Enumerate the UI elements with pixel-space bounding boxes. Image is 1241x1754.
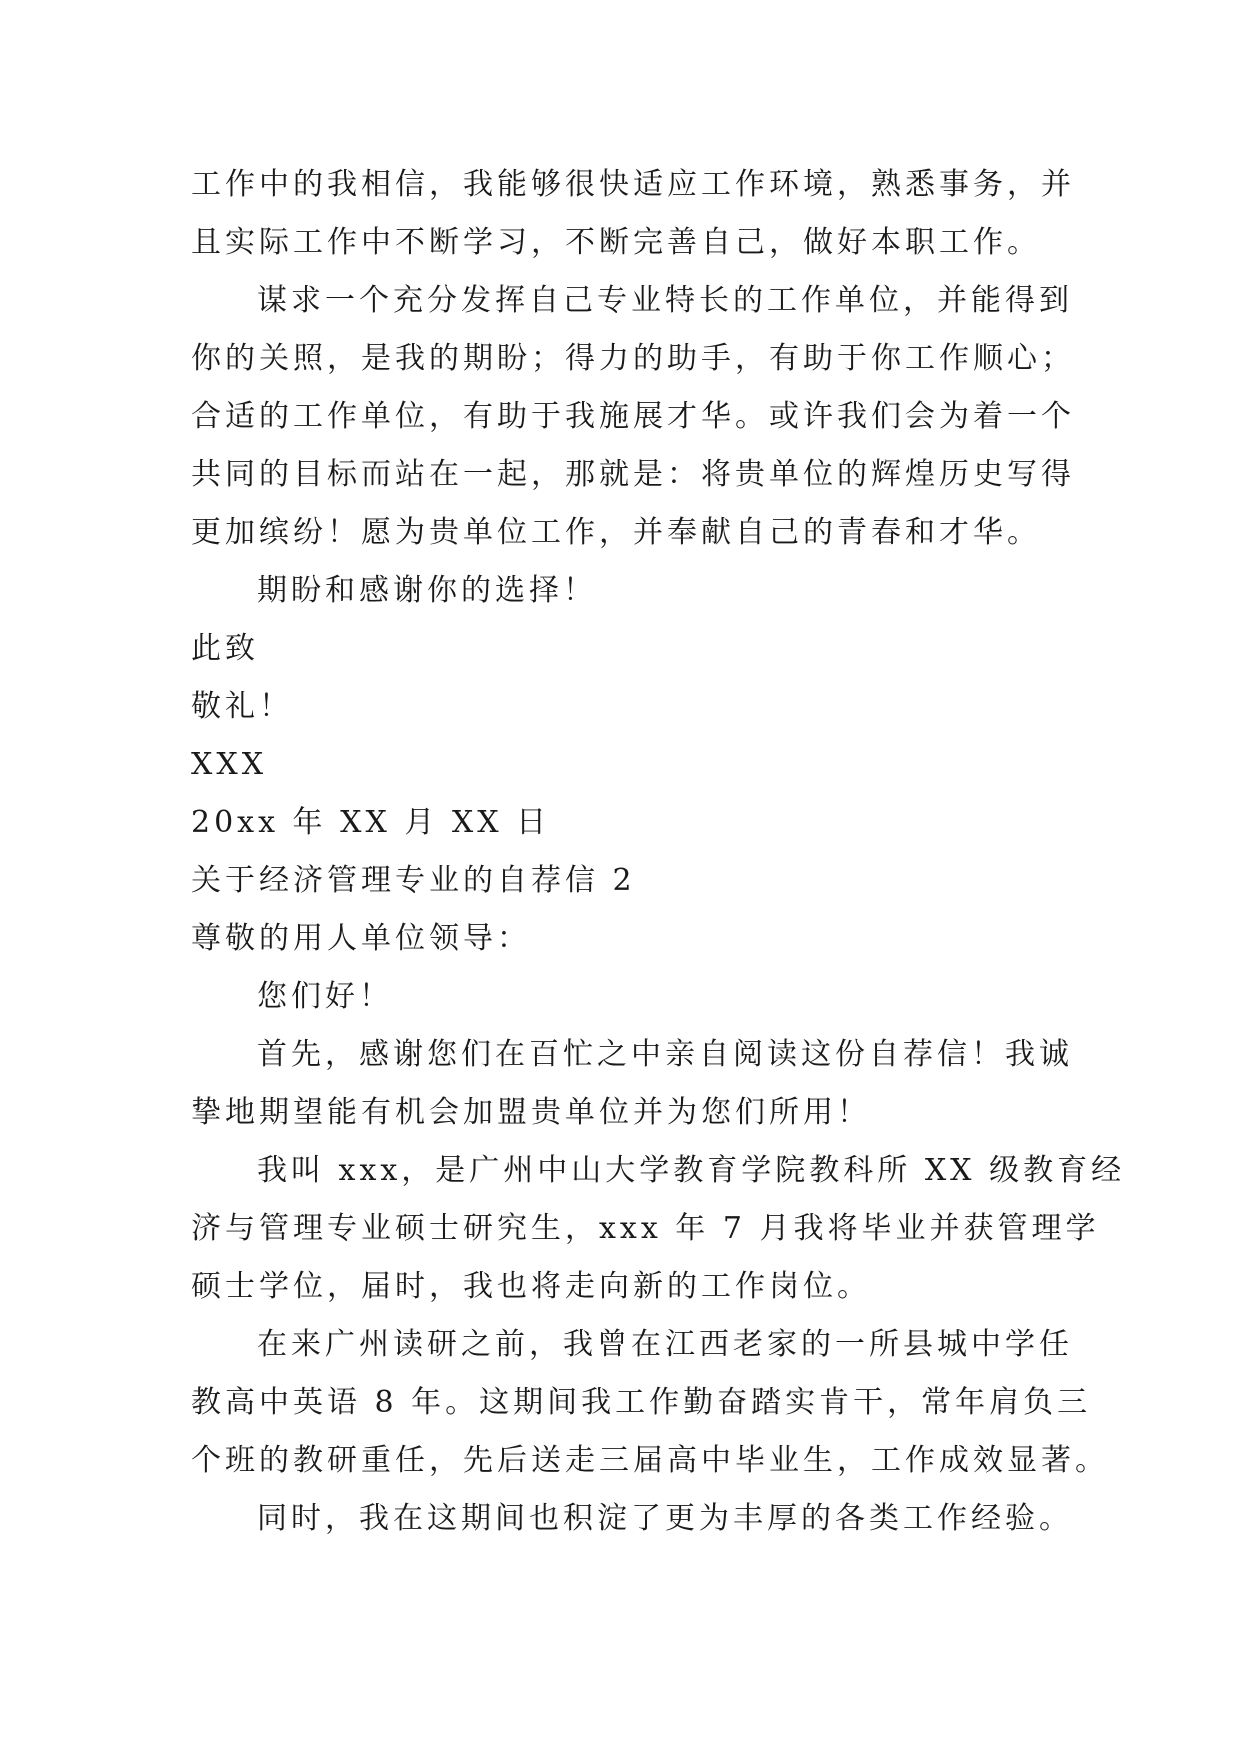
greeting-line: 尊敬的用人单位领导： — [191, 921, 531, 956]
signature-name: XXX — [191, 747, 268, 782]
text-line: 硕士学位，届时，我也将走向新的工作岗位。 — [191, 1269, 871, 1304]
closing-salutation: 此致 — [191, 631, 259, 666]
text-line: 济与管理专业硕士研究生，xxx 年 7 月我将毕业并获管理学 — [191, 1211, 1100, 1246]
text-line: 合适的工作单位，有助于我施展才华。或许我们会为着一个 — [191, 399, 1075, 434]
signature-date: 20xx 年 XX 月 XX 日 — [191, 805, 551, 840]
text-line: 首先，感谢您们在百忙之中亲自阅读这份自荐信！我诚 — [257, 1037, 1073, 1072]
letter-body — [191, 156, 1126, 1548]
text-line: 谋求一个充分发挥自己专业特长的工作单位，并能得到 — [257, 283, 1073, 318]
text-line: 在来广州读研之前，我曾在江西老家的一所县城中学任 — [257, 1327, 1073, 1362]
text-line: 个班的教研重任，先后送走三届高中毕业生，工作成效显著。 — [191, 1443, 1109, 1478]
text-line: 挚地期望能有机会加盟贵单位并为您们所用！ — [191, 1095, 871, 1130]
text-line: 您们好！ — [257, 979, 393, 1014]
section-title: 关于经济管理专业的自荐信 2 — [191, 863, 636, 898]
text-line: 期盼和感谢你的选择！ — [257, 573, 597, 608]
text-line: 你的关照，是我的期盼；得力的助手，有助于你工作顺心； — [191, 341, 1075, 376]
text-line: 工作中的我相信，我能够很快适应工作环境，熟悉事务，并 — [191, 167, 1075, 202]
text-line: 同时，我在这期间也积淀了更为丰厚的各类工作经验。 — [257, 1501, 1073, 1536]
closing-regards: 敬礼！ — [191, 689, 293, 724]
text-line: 且实际工作中不断学习，不断完善自己，做好本职工作。 — [191, 225, 1041, 260]
text-line: 共同的目标而站在一起，那就是：将贵单位的辉煌历史写得 — [191, 457, 1075, 492]
text-line: 更加缤纷！愿为贵单位工作，并奉献自己的青春和才华。 — [191, 515, 1041, 550]
text-line: 教高中英语 8 年。这期间我工作勤奋踏实肯干，常年肩负三 — [191, 1385, 1092, 1420]
text-line: 我叫 xxx，是广州中山大学教育学院教科所 XX 级教育经 — [257, 1153, 1126, 1188]
